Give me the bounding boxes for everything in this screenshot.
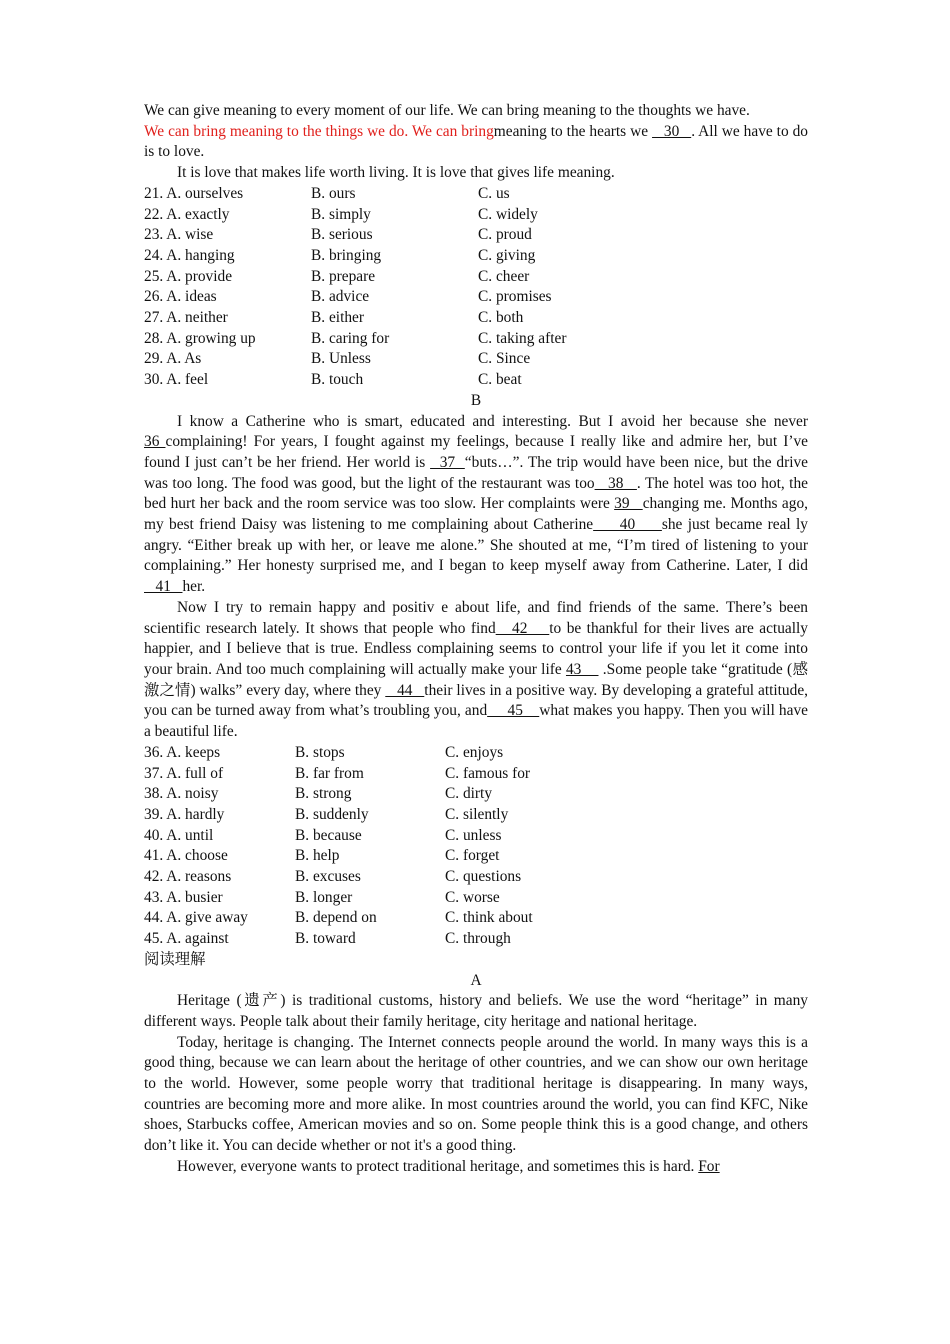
option-b: B. either <box>311 309 364 327</box>
blank-43: 43 <box>565 660 599 678</box>
blank-36: 36 <box>144 433 166 451</box>
option-a: 26. A. ideas <box>144 288 217 306</box>
option-row <box>144 267 808 288</box>
option-b: B. bringing <box>311 246 382 264</box>
option-c: C. questions <box>445 868 522 886</box>
option-row <box>144 308 808 329</box>
option-a: 30. A. feel <box>144 371 209 389</box>
option-row <box>144 329 808 350</box>
option-c: C. think about <box>445 909 533 927</box>
option-a: 36. A. keeps <box>144 743 221 761</box>
option-c: C. cheer <box>478 267 530 285</box>
chinese-gloss-heritage: 遗产 <box>241 992 281 1010</box>
option-a: 45. A. against <box>144 930 229 948</box>
reading-paragraph-3: However, everyone wants to protect traditional heritage, and sometimes this is hard. For <box>177 1157 720 1175</box>
option-b: B. longer <box>295 888 353 906</box>
option-row <box>144 929 808 950</box>
passage-b-paragraph-1: I know a Catherine who is smart, educated and interesting. But I avoid her because she never 36 complaining! For years, I fought against my feelings, because I really like and admire her, but I’ve found I just can’t be her friend. Her world is 37 “buts…”. The trip would have been nice, but the drive was too long. The food was good, but the light of the restaurant was too 38 . The hotel was too hot, the bed hurt her back and the room service was too slow. Her complaints were 39 changing me. Months ago, my best friend Daisy was listening to me complaining about Catherine 40 she just became real ly angry. “Either break up with her, or leave me alone.” She shouted at me, “I’m tired of listening to your complaining.” Her honesty surprised me, and I began to keep myself away from Catherine. Later, I did 41 her. <box>144 412 809 596</box>
option-row <box>144 867 808 888</box>
option-row <box>144 784 808 805</box>
option-b: B. Unless <box>311 350 371 368</box>
blank-30: 30 <box>652 122 692 140</box>
option-c: C. forget <box>445 847 500 865</box>
option-c: C. silently <box>445 805 509 823</box>
blank-42: 42 <box>495 619 550 637</box>
option-b: B. touch <box>311 371 364 389</box>
options-36-45 <box>144 743 808 950</box>
option-a: 40. A. until <box>144 826 214 844</box>
blank-40: 40 <box>593 516 662 534</box>
option-c: C. giving <box>478 246 536 264</box>
option-b: B. prepare <box>311 267 376 285</box>
option-c: C. famous for <box>445 764 531 782</box>
option-c: C. beat <box>478 371 522 389</box>
option-a: 22. A. exactly <box>144 205 230 223</box>
option-a: 23. A. wise <box>144 226 214 244</box>
options-21-30 <box>144 184 808 391</box>
passage-a-ending: We can give meaning to every moment of our life. We can bring meaning to the thoughts we have. We can bring meaning to the things we do. We can bringmeaning to the hearts we 30 . All we have to do is to love. <box>144 102 808 161</box>
option-a: 42. A. reasons <box>144 868 232 886</box>
option-row <box>144 846 808 867</box>
option-c: C. through <box>445 930 511 948</box>
blank-44: 44 <box>385 681 425 699</box>
option-b: B. suddenly <box>295 805 369 823</box>
option-a: 28. A. growing up <box>144 329 256 347</box>
option-b: B. depend on <box>295 909 377 927</box>
option-b: B. ours <box>311 184 356 202</box>
option-a: 25. A. provide <box>144 267 233 285</box>
option-b: B. simply <box>311 205 371 223</box>
option-b: B. far from <box>295 764 364 782</box>
option-row <box>144 743 808 764</box>
blank-39: 39 <box>614 495 643 513</box>
blank-38: 38 <box>594 474 637 492</box>
option-b: B. help <box>295 847 340 865</box>
section-b-heading: B <box>470 391 482 409</box>
option-row <box>144 349 808 370</box>
blank-45: 45 <box>487 702 540 720</box>
reading-a-heading: A <box>470 971 482 989</box>
option-a: 21. A. ourselves <box>144 184 244 202</box>
highlighted-red-text: We can bring meaning to the things we do. We can bring <box>144 122 494 140</box>
option-c: C. Since <box>478 350 531 368</box>
reading-paragraph-2: Today, heritage is changing. The Internet connects people around the world. In many ways this is a good thing, because we can learn about the heritage of other countries, and we can show our own heritage to the world. However, some people worry that traditional heritage is disappearing. In many ways, countries are becoming more and more alike. In most countries around the world, you can find KFC, Nike shoes, Starbucks coffee, American movies and so on. Some people think this is a good change, and others don’t like it. You can decide whether or not it's a good thing. <box>144 1033 808 1155</box>
option-a: 27. A. neither <box>144 309 228 327</box>
option-c: C. both <box>478 309 524 327</box>
option-c: C. widely <box>478 205 538 223</box>
option-c: C. us <box>478 184 510 202</box>
option-b: B. strong <box>295 785 352 803</box>
option-a: 39. A. hardly <box>144 805 225 823</box>
option-row <box>144 888 808 909</box>
option-row <box>144 370 808 391</box>
option-c: C. unless <box>445 826 502 844</box>
underlined-for: For <box>698 1157 720 1175</box>
option-b: B. advice <box>311 288 370 306</box>
option-row <box>144 826 808 847</box>
document-page <box>144 101 808 1178</box>
option-row <box>144 205 808 226</box>
option-c: C. enjoys <box>445 743 504 761</box>
option-row <box>144 246 808 267</box>
option-a: 44. A. give away <box>144 909 248 927</box>
option-c: C. taking after <box>478 329 567 347</box>
option-b: B. toward <box>295 930 356 948</box>
option-b: B. caring for <box>311 329 390 347</box>
option-a: 38. A. noisy <box>144 785 219 803</box>
chinese-gloss-gratitude: 感激之情 <box>144 660 808 699</box>
option-row <box>144 764 808 785</box>
option-row <box>144 225 808 246</box>
passage-b-paragraph-2: Now I try to remain happy and positiv e about life, and find friends of the same. There’s been scientific research lately. It shows that people who find 42 to be thankful for their lives are actually happier, and I believe that is true. Endless complaining seems to control your life if you let it come into your brain. And too much complaining will actually make your life 43 .Some people take “gratitude (感激之情) walks” every day, where they 44 their lives in a positive way. By developing a grateful attitude, you can be turned away from what’s troubling you, and 45 what makes you happy. Then you will have a beautiful life. <box>144 598 808 741</box>
option-a: 37. A. full of <box>144 764 224 782</box>
passage-a-last-line: It is love that makes life worth living. It is love that gives life meaning. <box>177 164 615 182</box>
option-a: 41. A. choose <box>144 847 228 865</box>
option-c: C. dirty <box>445 785 493 803</box>
option-a: 43. A. busier <box>144 888 223 906</box>
option-row <box>144 908 808 929</box>
option-b: B. because <box>295 826 362 844</box>
option-c: C. promises <box>478 288 552 306</box>
option-b: B. stops <box>295 743 345 761</box>
reading-paragraph-1: Heritage (遗产) is traditional customs, history and beliefs. We use the word “heritage” in many different ways. People talk about their family heritage, city heritage and national heritage. <box>144 992 808 1030</box>
option-c: C. worse <box>445 888 500 906</box>
option-c: C. proud <box>478 226 532 244</box>
reading-section-title: 阅读理解 <box>144 950 206 968</box>
option-a: 29. A. As <box>144 350 202 368</box>
option-b: B. serious <box>311 226 373 244</box>
option-row <box>144 805 808 826</box>
option-a: 24. A. hanging <box>144 246 235 264</box>
option-row <box>144 184 808 205</box>
option-row <box>144 287 808 308</box>
blank-37: 37 <box>430 453 465 471</box>
option-b: B. excuses <box>295 868 361 886</box>
blank-41: 41 <box>144 578 183 596</box>
